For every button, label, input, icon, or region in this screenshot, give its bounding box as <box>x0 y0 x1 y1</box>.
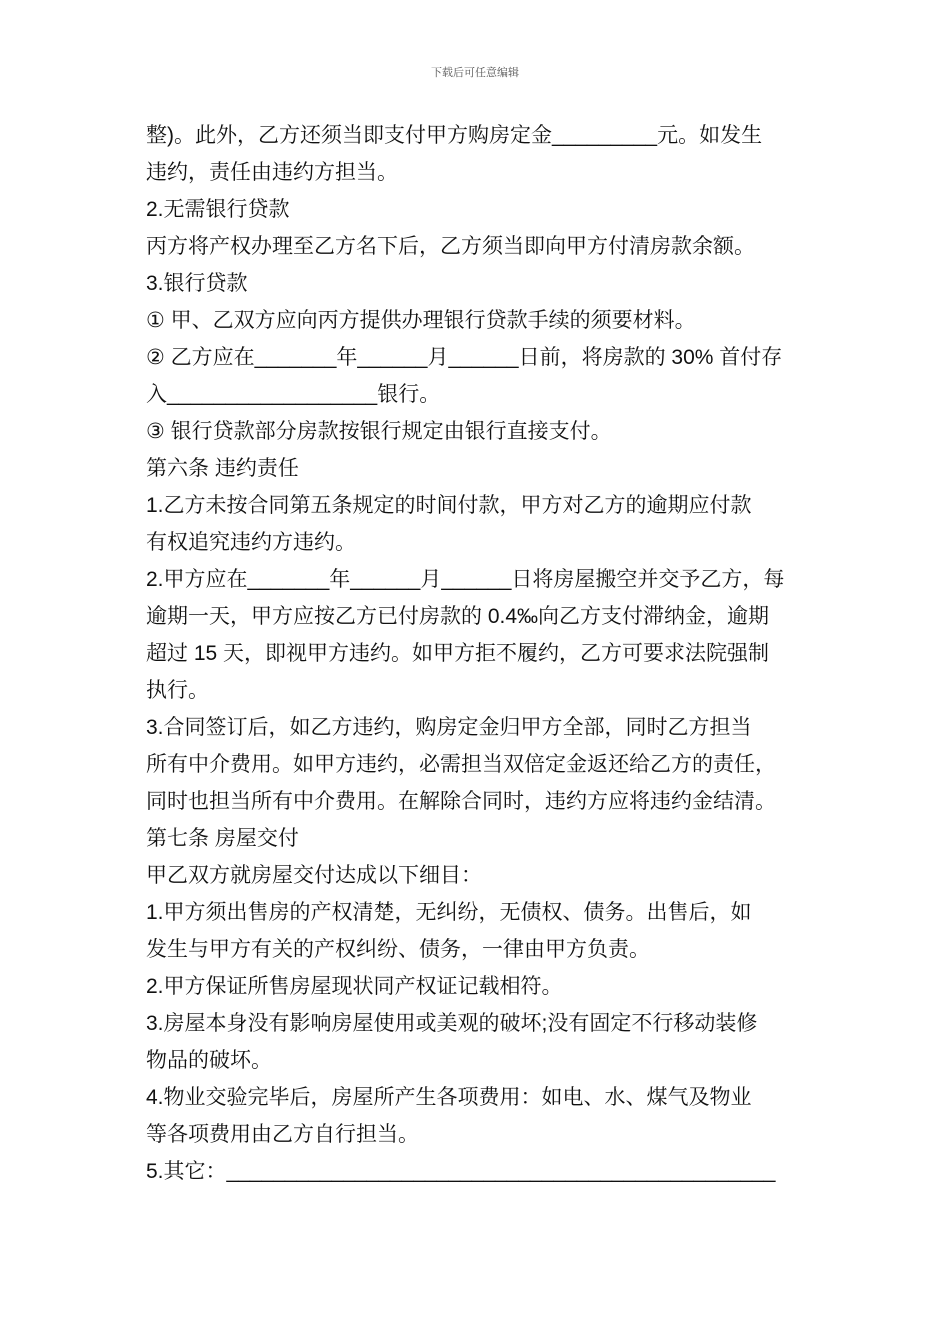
text-line: ① 甲、乙双方应向丙方提供办理银行贷款手续的须要材料。 <box>146 309 696 332</box>
text-line: 1.甲方须出售房的产权清楚，无纠纷，无债权、债务。出售后，如 <box>146 901 752 924</box>
text-line: 所有中介费用。如甲方违约，必需担当双倍定金返还给乙方的责任， <box>146 753 776 776</box>
text-line: 同时也担当所有中介费用。在解除合同时，违约方应将违约金结清。 <box>146 790 776 813</box>
text-line: 违约，责任由违约方担当。 <box>146 161 398 184</box>
document-body <box>146 117 810 1190</box>
text-line: 发生与甲方有关的产权纠纷、债务，一律由甲方负责。 <box>146 938 650 961</box>
text-line: 入__________________银行。 <box>146 383 441 406</box>
text-line: 5.其它：_______________________________________________ <box>146 1160 776 1183</box>
text-line: 超过 15 天，即视甲方违约。如甲方拒不履约，乙方可要求法院强制 <box>146 642 770 665</box>
text-line: 3.合同签订后，如乙方违约，购房定金归甲方全部，同时乙方担当 <box>146 716 752 739</box>
text-line: 逾期一天，甲方应按乙方已付房款的 0.4‰向乙方支付滞纳金，逾期 <box>146 605 770 628</box>
text-line: 3.房屋本身没有影响房屋使用或美观的破坏;没有固定不行移动装修 <box>146 1012 758 1035</box>
text-line: ② 乙方应在_______年______月______日前，将房款的 30% 首付存 <box>146 346 783 369</box>
section-heading: 第六条 违约责任 <box>146 457 299 480</box>
page-header: 下载后可任意编辑 <box>431 66 519 79</box>
text-line: 有权追究违约方违约。 <box>146 531 356 554</box>
text-line: 2.甲方应在_______年______月______日将房屋搬空并交予乙方，每 <box>146 568 785 591</box>
text-line: 丙方将产权办理至乙方名下后，乙方须当即向甲方付清房款余额。 <box>146 235 755 258</box>
text-line: 物品的破坏。 <box>146 1049 272 1072</box>
text-line: 2.无需银行贷款 <box>146 198 290 221</box>
text-line: 整)。此外，乙方还须当即支付甲方购房定金_________元。如发生 <box>146 124 763 147</box>
text-line: 2.甲方保证所售房屋现状同产权证记载相符。 <box>146 975 563 998</box>
text-line: 1.乙方未按合同第五条规定的时间付款，甲方对乙方的逾期应付款 <box>146 494 752 517</box>
text-line: 3.银行贷款 <box>146 272 248 295</box>
text-line: 甲乙双方就房屋交付达成以下细目： <box>146 864 482 887</box>
text-line: ③ 银行贷款部分房款按银行规定由银行直接支付。 <box>146 420 612 443</box>
text-line: 4.物业交验完毕后，房屋所产生各项费用：如电、水、煤气及物业 <box>146 1086 752 1109</box>
section-heading: 第七条 房屋交付 <box>146 827 299 850</box>
text-line: 执行。 <box>146 679 209 702</box>
text-line: 等各项费用由乙方自行担当。 <box>146 1123 419 1146</box>
